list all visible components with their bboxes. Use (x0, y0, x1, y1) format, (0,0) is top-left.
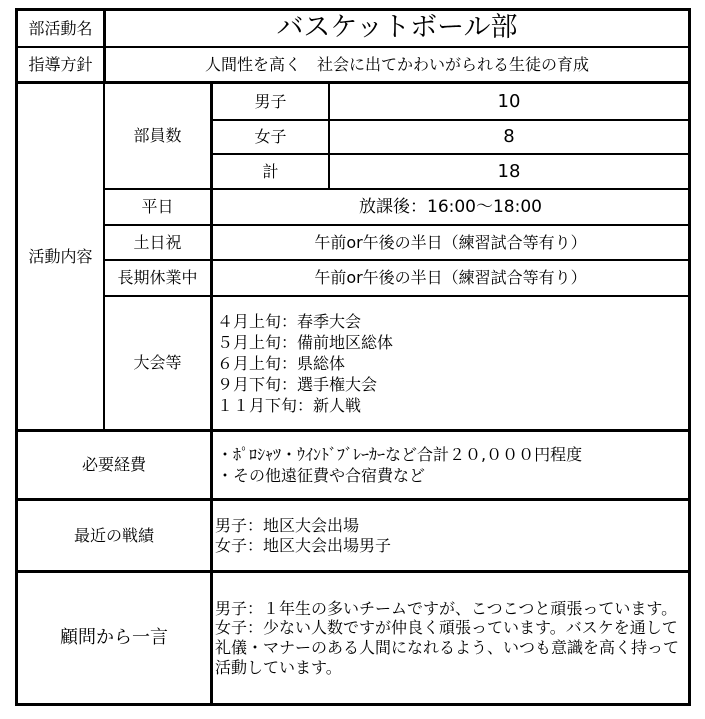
results-list (213, 501, 688, 570)
members-boys-label: 男子 (254, 91, 287, 111)
expenses-label: 必要経費 (81, 455, 146, 475)
tournaments-label: 大会等 (133, 353, 182, 373)
club-name-label: 部活動名 (28, 18, 93, 38)
policy: 人間性を高く 社会に出てかわいがられる生徒の育成 (204, 54, 589, 74)
policy-label: 指導方針 (28, 54, 93, 74)
weekday-label: 平日 (141, 197, 174, 217)
result-item: 男子：地区大会出場 (215, 515, 360, 535)
club-name: バスケットボール部 (276, 12, 518, 44)
advisor-label: 顧問から一言 (60, 627, 168, 649)
results-label: 最近の戦績 (73, 525, 154, 545)
members-girls-count: 8 (503, 126, 515, 148)
members-total-label: 計 (262, 161, 279, 181)
tournament-item: ９月下旬：選手権大会 (217, 374, 378, 394)
advisor-comment-boys: 男子：１年生の多いチームですが、こつこつと頑張っています。 (215, 598, 678, 618)
tournament-item: ５月上旬：備前地区総体 (217, 332, 394, 352)
outer-border-bottom (15, 703, 691, 706)
weekday-schedule: 放課後：16:00～18:00 (359, 196, 542, 217)
members-boys-count: 10 (497, 90, 521, 112)
vacation-label: 長期休業中 (117, 268, 198, 288)
expense-item: ・その他遠征費や合宿費など (217, 466, 426, 485)
vacation-schedule: 午前or午後の半日（練習試合等有り） (314, 268, 587, 288)
outer-border-right (688, 8, 691, 706)
advisor-comment-girls: 女子：少ない人数ですが仲良く頑張っています。バスケを通して礼儀・マナーのある人間になれるよう、いつも意識を高く持って活動しています。 (215, 618, 680, 677)
tournament-item: ６月上旬：県総体 (217, 353, 346, 373)
activity-label: 活動内容 (28, 246, 93, 266)
weekend-schedule: 午前or午後の半日（練習試合等有り） (314, 232, 587, 252)
expense-item: ・ﾎﾟﾛｼｬﾂ・ｳｲﾝﾄﾞﾌﾞﾚｰｶｰなど合計２０,０００円程度 (217, 445, 583, 464)
tournament-item: １１月下旬：新人戦 (217, 395, 362, 415)
result-item: 女子：地区大会出場男子 (215, 535, 392, 555)
tournaments-list (213, 297, 688, 429)
weekend-label: 土日祝 (133, 232, 182, 252)
advisor-comment (213, 573, 688, 703)
members-label: 部員数 (133, 126, 182, 146)
tournament-item: ４月上旬：春季大会 (217, 311, 362, 331)
expenses-list (213, 432, 688, 498)
members-total-count: 18 (497, 160, 521, 182)
members-girls-label: 女子 (254, 127, 287, 147)
